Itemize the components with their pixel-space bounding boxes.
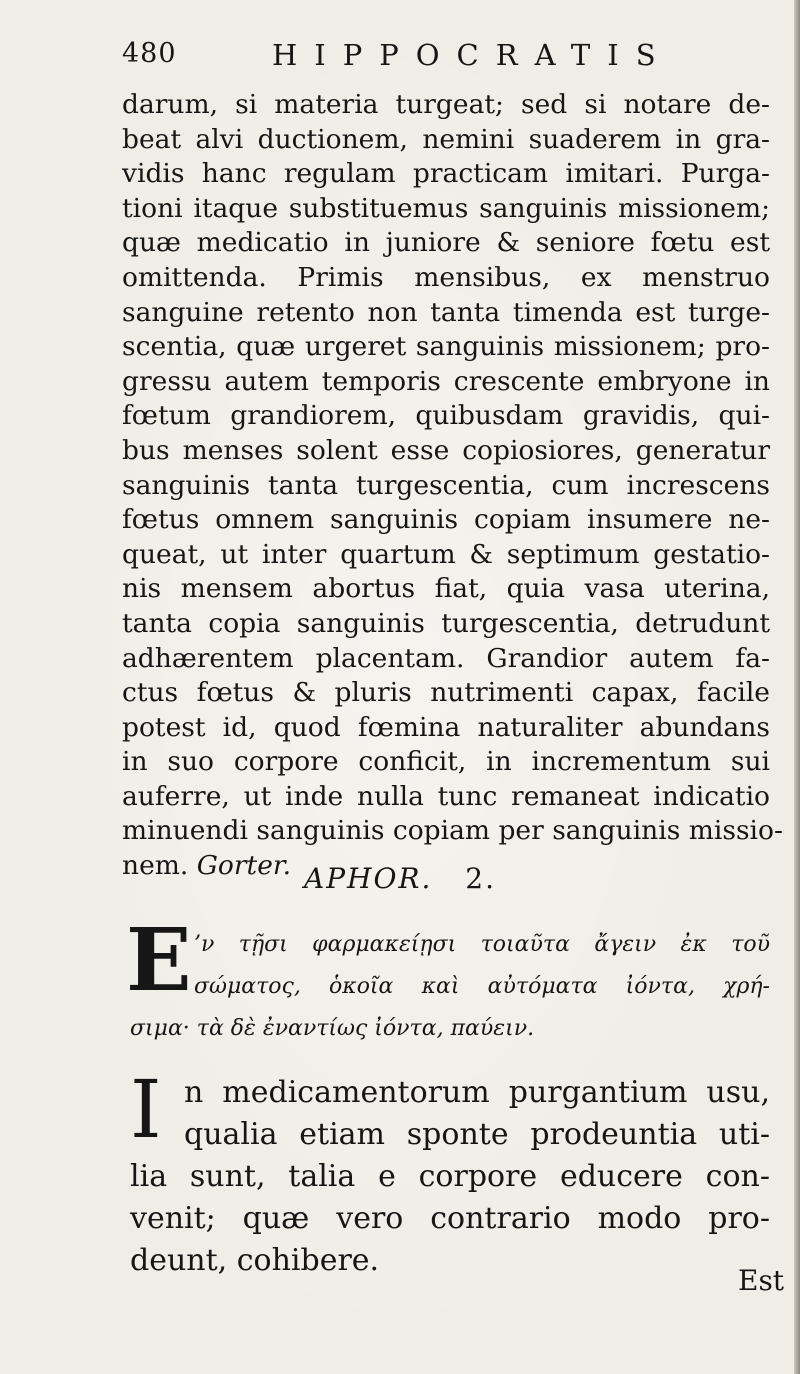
greek-line: σώματος, ὁκοῖα καὶ αὐτόματα ἰόντα, χρή-: [194, 974, 770, 999]
running-title: HIPPOCRATIS: [272, 38, 673, 72]
text-line: adhærentem placentam. Grandior autem fa-: [122, 642, 770, 674]
catchword: Est: [738, 1264, 785, 1297]
greek-aphorism: [122, 910, 770, 1048]
text-line: gressu autem temporis crescente embryone in: [122, 365, 770, 397]
text-line: vidis hanc regulam practicam imitari. Purga-: [122, 158, 770, 190]
latin-line: lia sunt, talia e corpore educere con-: [130, 1159, 770, 1194]
page-header: [122, 38, 762, 78]
page-number: 480: [122, 38, 177, 69]
drop-cap-i: I: [130, 1063, 162, 1156]
text-line: sanguine retento non tanta timenda est turge-: [122, 296, 770, 328]
latin-line: venit; quæ vero contrario modo pro-: [130, 1201, 770, 1236]
text-line: tioni itaque substituemus sanguinis missionem;: [122, 192, 770, 224]
text-line: sanguinis tanta turgescentia, cum increscens: [122, 469, 770, 501]
text-line: omittenda. Primis mensibus, ex menstruo: [122, 261, 770, 293]
text-line: scentia, quæ urgeret sanguinis missionem; pro-: [122, 331, 770, 363]
page-edge: [794, 0, 800, 1374]
text-line: tanta copia sanguinis turgescentia, detrudunt: [122, 607, 770, 639]
greek-line: σιμα· τὰ δὲ ἐναντίως ἰόντα, παύειν.: [130, 1016, 535, 1041]
latin-line: n medicamentorum purgantium usu,: [184, 1075, 770, 1110]
aphorism-label: APHOR.: [303, 862, 433, 895]
text-line: in suo corpore conficit, in incrementum sui: [122, 746, 770, 778]
text-line: darum, si materia turgeat; sed si notare de-: [122, 89, 770, 120]
text-line: fœtus omnem sanguinis copiam insumere ne-: [122, 504, 770, 536]
aphorism-number: 2.: [465, 862, 497, 895]
text-line: minuendi sanguinis copiam per sanguinis missio-: [122, 815, 783, 847]
text-line: auferre, ut inde nulla tunc remaneat indicatio: [122, 780, 770, 812]
text-line: beat alvi ductionem, nemini suaderem in gra-: [122, 123, 770, 155]
text-line: ctus fœtus & pluris nutrimenti capax, facile: [122, 677, 770, 709]
author-citation: Gorter.: [196, 850, 292, 882]
aphorism-heading: [0, 862, 800, 895]
greek-line: ’ν τῇσι φαρμακείῃσι τοιαῦτα ἄγειν ἐκ τοῦ: [194, 932, 770, 957]
drop-cap-e: E: [126, 910, 192, 1011]
text-line: potest id, quod fœmina naturaliter abundans: [122, 711, 770, 743]
text-line: fœtum grandiorem, quibusdam gravidis, qui-: [122, 400, 770, 432]
commentary-text: [122, 88, 783, 884]
last-line-text: nem.: [122, 850, 189, 882]
text-line: bus menses solent esse copiosiores, generatur: [122, 434, 770, 466]
text-line: queat, ut inter quartum & septimum gestatio-: [122, 538, 770, 570]
latin-aphorism: [122, 1063, 770, 1278]
latin-line: deunt, cohibere.: [130, 1243, 380, 1278]
text-line: quæ medicatio in juniore & seniore fœtu est: [122, 227, 770, 259]
text-line: nis mensem abortus fiat, quia vasa uterina,: [122, 573, 770, 605]
latin-line: qualia etiam sponte prodeuntia uti-: [184, 1117, 770, 1152]
